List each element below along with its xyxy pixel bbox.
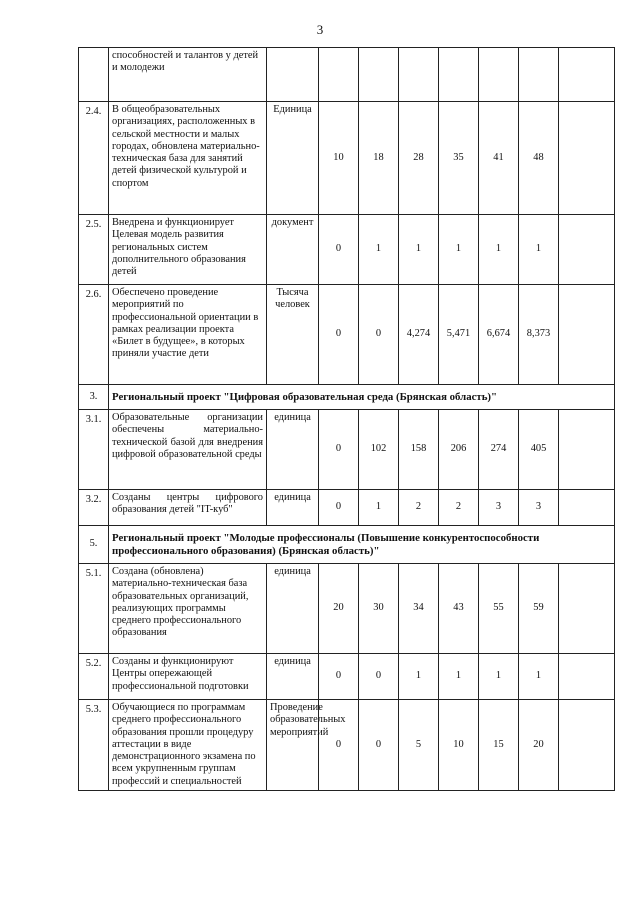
value-cell: 274 [479, 410, 519, 490]
row-number: 5.2. [79, 654, 109, 700]
indicator-name: Внедрена и функционирует Целевая модель развития региональных систем дополнительного образования детей [109, 215, 267, 285]
indicator-name: Обеспечено проведение мероприятий по профессиональной ориентации в рамках реализации проекта «Билет в будущее», в которых приняли участие дети [109, 285, 267, 385]
section-row [79, 385, 615, 410]
table-row [79, 490, 615, 526]
value-cell: 48 [519, 102, 559, 215]
value-cell: 28 [399, 102, 439, 215]
table-body [79, 48, 615, 791]
value-cell: 59 [519, 564, 559, 654]
section-row [79, 526, 615, 564]
value-cell: 15 [479, 700, 519, 791]
value-cell: 1 [519, 215, 559, 285]
table-row [79, 215, 615, 285]
empty-cell [559, 215, 615, 285]
row-number: 2.6. [79, 285, 109, 385]
row-number: 3.2. [79, 490, 109, 526]
value-cell: 1 [439, 654, 479, 700]
value-cell [399, 48, 439, 102]
value-cell: 10 [319, 102, 359, 215]
value-cell: 35 [439, 102, 479, 215]
unit-of-measure: Единица [267, 102, 319, 215]
value-cell: 1 [479, 215, 519, 285]
indicators-table [78, 47, 615, 791]
section-title: Региональный проект "Цифровая образовательная среда (Брянская область)" [109, 385, 615, 410]
value-cell: 405 [519, 410, 559, 490]
value-cell: 0 [359, 700, 399, 791]
value-cell: 1 [519, 654, 559, 700]
table-row [79, 410, 615, 490]
table-row [79, 564, 615, 654]
value-cell: 0 [319, 654, 359, 700]
unit-of-measure: Тысяча человек [267, 285, 319, 385]
indicator-name: Создана (обновлена) материально-техническая база образовательных организаций, реализующих программы среднего профессионального образования [109, 564, 267, 654]
value-cell: 0 [359, 285, 399, 385]
indicator-name: В общеобразовательных организациях, расположенных в сельской местности и малых городах, обновлена материально-техническая база для занятий детей физической культурой и спортом [109, 102, 267, 215]
row-number: 2.5. [79, 215, 109, 285]
value-cell: 30 [359, 564, 399, 654]
value-cell [519, 48, 559, 102]
table-row [79, 102, 615, 215]
value-cell: 5 [399, 700, 439, 791]
unit-of-measure: документ [267, 215, 319, 285]
empty-cell [559, 285, 615, 385]
table-row [79, 654, 615, 700]
value-cell: 4,274 [399, 285, 439, 385]
indicator-name: Созданы и функционируют Центры опережающей профессиональной подготовки [109, 654, 267, 700]
empty-cell [559, 410, 615, 490]
value-cell: 20 [519, 700, 559, 791]
value-cell: 8,373 [519, 285, 559, 385]
unit-of-measure: единица [267, 564, 319, 654]
value-cell: 0 [319, 285, 359, 385]
value-cell: 55 [479, 564, 519, 654]
empty-cell [559, 564, 615, 654]
value-cell [479, 48, 519, 102]
row-number: 2.4. [79, 102, 109, 215]
value-cell [319, 48, 359, 102]
value-cell: 3 [479, 490, 519, 526]
value-cell: 1 [439, 215, 479, 285]
value-cell: 0 [319, 490, 359, 526]
indicator-name: Образовательные организации обеспечены материально-технической базой для внедрения цифровой образовательной среды [109, 410, 267, 490]
unit-of-measure: единица [267, 490, 319, 526]
table-row [79, 700, 615, 791]
value-cell: 0 [319, 700, 359, 791]
value-cell: 2 [439, 490, 479, 526]
empty-cell [559, 48, 615, 102]
value-cell: 206 [439, 410, 479, 490]
value-cell: 1 [359, 490, 399, 526]
value-cell: 34 [399, 564, 439, 654]
row-number: 5.3. [79, 700, 109, 791]
indicator-name: Обучающиеся по программам среднего профессионального образования прошли процедуру аттестации в виде демонстрационного экзамена по всем укрупненным группам профессий и специальностей [109, 700, 267, 791]
section-title: Региональный проект "Молодые профессионалы (Повышение конкурентоспособности профессионального образования) (Брянская область)" [109, 526, 615, 564]
value-cell [439, 48, 479, 102]
empty-cell [559, 700, 615, 791]
value-cell: 1 [399, 654, 439, 700]
empty-cell [559, 102, 615, 215]
unit-of-measure: Проведение образовательных мероприятий [267, 700, 319, 791]
value-cell: 1 [359, 215, 399, 285]
value-cell: 0 [319, 410, 359, 490]
value-cell: 6,674 [479, 285, 519, 385]
empty-cell [559, 654, 615, 700]
value-cell [359, 48, 399, 102]
value-cell: 5,471 [439, 285, 479, 385]
unit-of-measure [267, 48, 319, 102]
unit-of-measure: единица [267, 410, 319, 490]
value-cell: 0 [319, 215, 359, 285]
indicator-name: Созданы центры цифрового образования детей "IT-куб" [109, 490, 267, 526]
value-cell: 43 [439, 564, 479, 654]
table-row [79, 48, 615, 102]
value-cell: 18 [359, 102, 399, 215]
value-cell: 102 [359, 410, 399, 490]
section-number: 3. [79, 385, 109, 410]
row-number: 5.1. [79, 564, 109, 654]
value-cell: 1 [399, 215, 439, 285]
empty-cell [559, 490, 615, 526]
section-number: 5. [79, 526, 109, 564]
page-number: 3 [316, 22, 324, 37]
table-row [79, 285, 615, 385]
value-cell: 0 [359, 654, 399, 700]
value-cell: 2 [399, 490, 439, 526]
value-cell: 10 [439, 700, 479, 791]
value-cell: 1 [479, 654, 519, 700]
value-cell: 41 [479, 102, 519, 215]
value-cell: 158 [399, 410, 439, 490]
unit-of-measure: единица [267, 654, 319, 700]
value-cell: 20 [319, 564, 359, 654]
row-number: 3.1. [79, 410, 109, 490]
indicator-name: способностей и талантов у детей и молодежи [109, 48, 267, 102]
value-cell: 3 [519, 490, 559, 526]
row-number [79, 48, 109, 102]
